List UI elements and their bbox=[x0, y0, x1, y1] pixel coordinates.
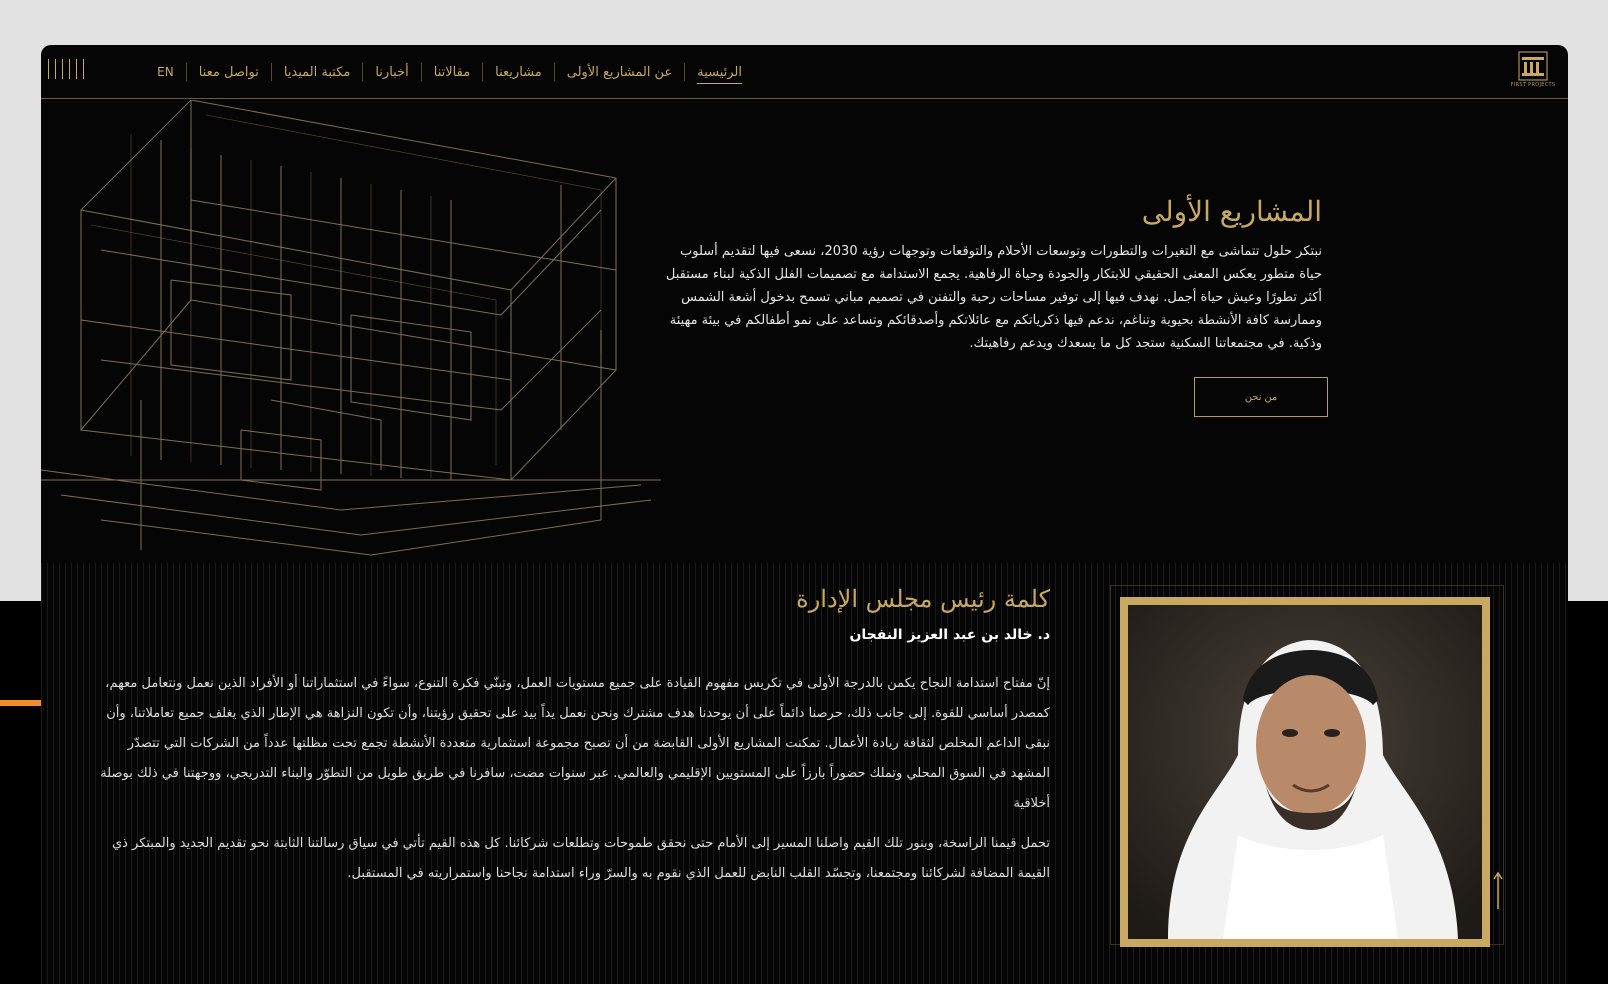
nav-articles[interactable]: مقالاتنا bbox=[433, 64, 471, 80]
nav-menu bbox=[41, 45, 1568, 99]
nav-media-library[interactable]: مكتبة الميديا bbox=[283, 64, 351, 80]
menu-icon[interactable] bbox=[48, 59, 84, 79]
logo-text: FIRST PROJECTS bbox=[1510, 82, 1556, 88]
hero-title: المشاريع الأولى bbox=[1141, 195, 1322, 228]
chairman-photo bbox=[1120, 597, 1490, 947]
nav-home[interactable]: الرئيسية bbox=[685, 65, 754, 80]
browser-window bbox=[41, 45, 1568, 984]
chairman-paragraph: تحمل قيمنا الراسخة، وبنور تلك القيم واصلنا المسير إلى الأمام حتى نحقق طموحات وتطلعات شركائنا. كل هذه القيم تأتي في سياق رسالتنا الثابتة نحو تقديم الجديد والمبتكر ذي القيمة المضافة لشركائنا ومجتمعنا، وتجسّد القلب النابض للعمل الذي نقوم به والسرّ وراء استدامة نجاحنا واستمراريته في المستقبل. bbox=[111, 836, 1050, 881]
building-wireframe-illustration bbox=[41, 100, 661, 570]
nav-news[interactable]: أخبارنا bbox=[375, 64, 409, 80]
chairman-name: د. خالد بن عبد العزيز النفجان bbox=[849, 627, 1050, 643]
chairman-message bbox=[85, 585, 1050, 899]
hero-description: نبتكر حلول تتماشى مع التغيرات والتطورات وتوسعات الأحلام والتوقعات وتوجهات رؤية 2030، نسعى فيها لتقديم أسلوب حياة متطور يعكس المعنى الحقيقي للابتكار والجودة وحياة الرفاهية. يجمع الاستدامة مع تصميمات الفلل الذكية لبناء مستقبل أكثر تطورًا وعيش حياة أجمل. نهدف فيها إلى توفير مساحات رحبة والتفنن في تصميم مباني تسمح بدخول أشعة الشمس وممارسة كافة الأنشطة بحيوية وتناغم، ندعم فيها ذكرياتكم مع عائلاتكم وأصدقائكم وتساعد على نمو أطفالكم في بيئة مهيئة وذكية. في مجتمعاتنا السكنية ستجد كل ما يسعدك ويدعم رفاهيتك. bbox=[665, 244, 1322, 351]
chairman-paragraph: إنّ مفتاح استدامة النجاح يكمن بالدرجة الأولى في تكريس مفهوم القيادة على جميع مستويات العمل، وتبنّي فكرة التنوع، سواءً في استثماراتنا أو الأفراد الذين نعمل ونتعامل معهم، كمصدر أساسي للقوة. إلى جانب ذلك، حرصنا دائماً على أن يوحدنا هدف مشترك ونحن نعمل يداً بيد على تحقيق رؤيتنا، وأن تكون النزاهة هي الإطار الذي يغلف جميع تعاملاتنا، وأن نبقى الداعم المخلص لثقافة ريادة الأعمال. تمكنت المشاريع الأولى القابضة من أن تصبح مجموعة استثمارية متعددة الأنشطة تجمع تحت مظلتها عدداً من الشركات التي تتصدّر المشهد في السوق المحلي وتملك حضوراً بارزاً على المستويين الإقليمي والعالمي. عبر سنوات مضت، سافرنا في طريق طويل من التطوّر والبناء التدريجي، ووجهتنا في ذلك بوصلة أخلاقية bbox=[100, 676, 1050, 811]
hero-section bbox=[662, 195, 1322, 355]
scroll-up-arrow-icon[interactable] bbox=[1493, 871, 1503, 911]
chairman-title: كلمة رئيس مجلس الإدارة bbox=[796, 585, 1050, 613]
language-switch[interactable]: EN bbox=[157, 65, 174, 79]
navbar bbox=[41, 45, 1568, 99]
chairman-section bbox=[41, 563, 1568, 984]
chairman-portrait-icon bbox=[1128, 605, 1482, 939]
nav-projects[interactable]: مشاريعنا bbox=[495, 64, 542, 80]
nav-contact[interactable]: تواصل معنا bbox=[198, 64, 259, 80]
nav-about[interactable]: عن المشاريع الأولى bbox=[566, 64, 673, 80]
about-us-button[interactable]: من نحن bbox=[1194, 377, 1328, 417]
accent-line bbox=[0, 700, 41, 706]
